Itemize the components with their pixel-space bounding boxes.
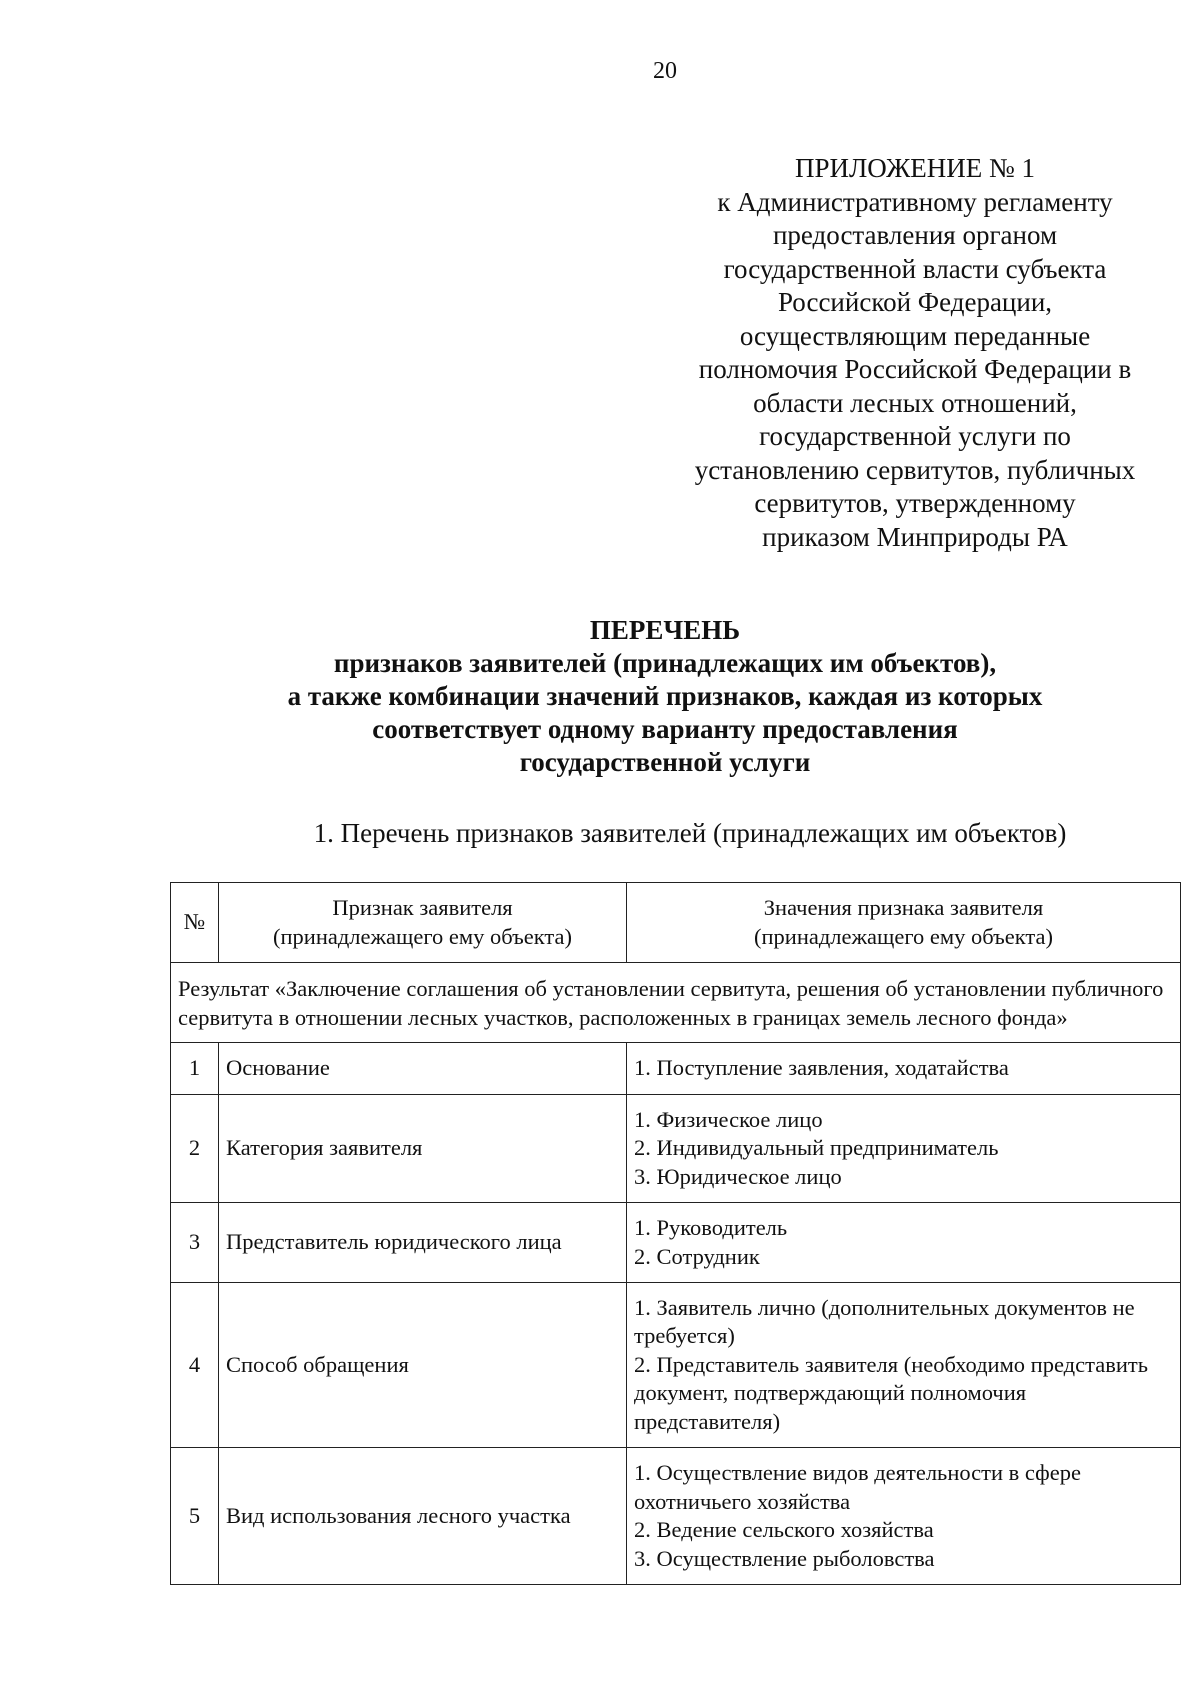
row-attribute: Представитель юридического лица <box>219 1203 627 1283</box>
criteria-table <box>170 882 1181 1585</box>
row-attribute: Основание <box>219 1043 627 1095</box>
appendix-line: приказом Минприроды РА <box>762 521 1068 552</box>
row-num: 4 <box>171 1283 219 1448</box>
page-number: 20 <box>653 58 677 84</box>
row-values <box>627 1043 1181 1095</box>
value-item: 2. Сотрудник <box>634 1243 760 1269</box>
result-text: Результат «Заключение соглашения об установлении сервитута, решения об установлении публичного сервитута в отношении лесных участков, расположенных в границах земель лесного фонда» <box>171 963 1181 1043</box>
table-row <box>171 1095 1181 1203</box>
appendix-line: Российской Федерации, <box>777 287 1053 317</box>
value-item: 2. Индивидуальный предприниматель <box>634 1135 999 1161</box>
appendix-line: государственной власти субъекта <box>723 253 1107 284</box>
value-item: 1. Физическое лицо <box>634 1106 823 1132</box>
row-values <box>627 1283 1181 1448</box>
appendix-line: сервитутов, утвержденному <box>754 488 1076 518</box>
result-row <box>171 963 1181 1043</box>
header-attribute-line: (принадлежащего ему объекта) <box>273 923 572 949</box>
title-line: признаков заявителей (принадлежащих им объектов), <box>333 648 997 678</box>
value-item: 1. Осуществление видов деятельности в сфере охотничьего хозяйства <box>634 1460 1081 1514</box>
title-line: ПЕРЕЧЕНЬ <box>589 615 741 645</box>
header-num: № <box>171 883 219 963</box>
value-item: 2. Представитель заявителя (необходимо представить документ, подтверждающий полномочия представителя) <box>634 1351 1148 1434</box>
appendix-line: области лесных отношений, <box>753 387 1077 418</box>
appendix-block <box>650 152 1180 554</box>
table-row <box>171 1448 1181 1585</box>
row-values <box>627 1095 1181 1203</box>
table-row <box>171 1203 1181 1283</box>
row-num: 1 <box>171 1043 219 1095</box>
row-attribute: Способ обращения <box>219 1283 627 1448</box>
value-item: 1. Руководитель <box>634 1215 788 1240</box>
appendix-line: предоставления органом <box>772 220 1058 250</box>
title-line: государственной услуги <box>519 747 811 777</box>
row-values <box>627 1448 1181 1585</box>
value-item: 2. Ведение сельского хозяйства <box>634 1517 934 1542</box>
appendix-line: осуществляющим переданные <box>739 320 1091 351</box>
row-num: 5 <box>171 1448 219 1585</box>
row-num: 3 <box>171 1203 219 1283</box>
row-attribute: Категория заявителя <box>219 1095 627 1203</box>
value-item: 1. Заявитель лично (дополнительных документов не требуется) <box>634 1294 1135 1349</box>
value-item: 1. Поступление заявления, ходатайства <box>634 1055 1009 1081</box>
row-attribute: Вид использования лесного участка <box>219 1448 627 1585</box>
value-item: 3. Осуществление рыболовства <box>634 1545 935 1571</box>
header-values-line: (принадлежащего ему объекта) <box>754 923 1053 949</box>
header-values-line: Значения признака заявителя <box>763 895 1044 920</box>
appendix-line: к Административному регламенту <box>717 186 1113 217</box>
title-line: соответствует одному варианту предоставления <box>372 714 958 744</box>
appendix-line: ПРИЛОЖЕНИЕ № 1 <box>794 153 1036 183</box>
row-num: 2 <box>171 1095 219 1203</box>
row-values <box>627 1203 1181 1283</box>
table-header-row <box>171 883 1181 963</box>
appendix-line: полномочия Российской Федерации в <box>698 354 1132 384</box>
title-line: а также комбинации значений признаков, каждая из которых <box>287 681 1043 711</box>
section-heading: 1. Перечень признаков заявителей (принадлежащих им объектов) <box>313 818 1067 848</box>
header-attribute-line: Признак заявителя <box>332 895 513 920</box>
header-attribute <box>219 883 627 963</box>
table-row <box>171 1283 1181 1448</box>
value-item: 3. Юридическое лицо <box>634 1163 842 1189</box>
document-title <box>100 614 1200 779</box>
header-values <box>627 883 1181 963</box>
appendix-line: государственной услуги по <box>759 421 1071 451</box>
table-row <box>171 1043 1181 1095</box>
appendix-line: установлению сервитутов, публичных <box>694 454 1136 485</box>
